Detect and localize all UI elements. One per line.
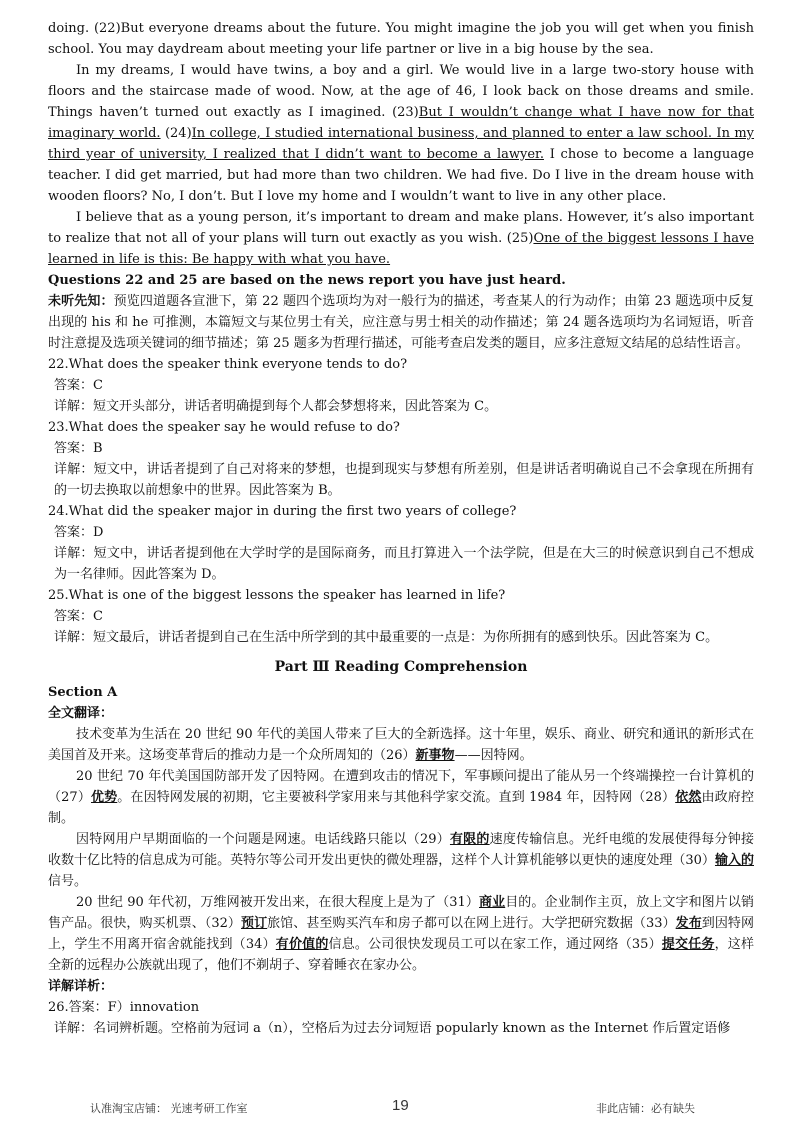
- translation-text: 因特网用户早期面临的一个问题是网速。电话线路只能以（29）: [76, 832, 450, 847]
- translation-text: 速度传输信息。光纤电缆的发展使得每分钟接收数十亿比特的信息成为可能。英特尔等公司开发出更快的微处理器，这样个人计算机能够以更快的速度处理（30）: [48, 832, 754, 868]
- question-26-answer: 26.答案：F）innovation: [48, 1000, 200, 1015]
- keyword-32: 预订: [241, 916, 268, 931]
- translation-text: 技术变革为生活在 20 世纪 90 年代的美国人带来了巨大的全新选择。这十年里，娱乐、商业、研究和通讯的新形式在美国首及开来。这场变革背后的推动力是一个众所周知的（26）: [48, 727, 754, 763]
- preview-text: 预览四道题各宣泄下，第 22 题四个选项均为对一般行为的描述，考查某人的行为动作；由第 23 题选项中反复出现的 his 和 he 可推测，本篇短文与某位男士有关，应注意与男士相关的动作描述；第 24 题各选项均为名词短语，听音时注意提及选项关键词的细节描述；第 25 题多为哲理行描述，可能考查启发类的题目，应多注意短文结尾的总结性语言。: [48, 294, 754, 351]
- explanation-line: 详解：短文最后，讲话者提到自己在生活中所学到的其中最重要的一点是：为你所拥有的感到快乐。因此答案为 C。: [54, 630, 719, 645]
- passage-text: I believe that as a young person, it’s important to dream and make plans. However, it’s also important to realize that not all of your plans will turn out exactly as you wish. (25): [48, 210, 754, 246]
- footer-warning: 非此店铺：必有缺失: [596, 1102, 695, 1115]
- question-block-22: [48, 354, 754, 417]
- explanation-line: 详解：短文开头部分，讲话者明确提到每个人都会梦想将来，因此答案为 C。: [54, 399, 498, 414]
- section-title: Section A: [48, 685, 118, 700]
- translation-paragraph-4: [48, 892, 754, 976]
- translation-text: 信号。: [48, 874, 88, 889]
- keyword-34: 有价值的: [275, 937, 329, 952]
- question-text: 25.What is one of the biggest lessons the speaker has learned in life?: [48, 588, 506, 603]
- answer-line: 答案：B: [54, 441, 103, 456]
- translation-text: 到因特网上，学生不用离开宿舍就能找到（34）: [48, 916, 754, 952]
- translation-paragraph-3: [48, 829, 754, 892]
- question-block-23: [48, 417, 754, 501]
- passage-text: I chose to become a language teacher. I did get married, but had more than two children. We had five. Do I live in the dream house with wooden floors? No, I don’t. But I love my home and I wouldn’t want to live in any other place.: [48, 147, 754, 204]
- document-page: [48, 18, 754, 1039]
- answer-sentence-23: But I wouldn’t change what I have now for that imaginary world.: [48, 105, 754, 141]
- question-26-explanation: 详解：名词辨析题。空格前为冠词 a（n），空格后为过去分词短语 popularly known as the Internet 作后置定语修: [54, 1021, 731, 1036]
- keyword-30: 输入的: [714, 853, 754, 868]
- keyword-27: 优势: [90, 790, 118, 805]
- translation-text: 。在因特网发展的初期，它主要被科学家用来与其他科学家交流。直到 1984 年，因特网（28）: [117, 790, 676, 805]
- translation-text: ——因特网。: [454, 748, 533, 763]
- passage-paragraph-3: [48, 207, 754, 270]
- preview-paragraph: [48, 291, 754, 354]
- explanation-line: 详解：短文中，讲话者提到他在大学时学的是国际商务，而且打算进入一个法学院，但是在大三的时候意识到自己不想成为一名律师。因此答案为 D。: [54, 546, 754, 582]
- passage-text: (24): [160, 126, 192, 141]
- translation-text: ，这样全新的远程办公族就出现了，他们不剃胡子、穿着睡衣在家办公。: [48, 937, 754, 973]
- translation-text: 由政府控制。: [48, 790, 754, 826]
- translation-text: 信息。公司很快发现员工可以在家工作，通过网络（35）: [328, 937, 662, 952]
- translation-paragraph-1: [48, 724, 754, 766]
- translation-text: 目的。企业制作主页，放上文字和图片以销售产品。很快，购买机票、（32）: [48, 895, 754, 931]
- keyword-33: 发布: [675, 916, 702, 931]
- question-text: 22.What does the speaker think everyone tends to do?: [48, 357, 408, 372]
- analysis-label: 详解详析：: [48, 979, 114, 994]
- translation-text: 20 世纪 90 年代初，万维网被开发出来，在很大程度上是为了（31）: [76, 895, 479, 910]
- part-title: Part Ⅲ Reading Comprehension: [274, 659, 528, 675]
- passage-paragraph-1: doing. (22)But everyone dreams about the future. You might imagine the job you will get when you finish school. You may daydream about meeting your life partner or live in a big house by the sea.: [48, 21, 754, 57]
- answer-line: 答案：C: [54, 378, 103, 393]
- keyword-28: 依然: [675, 790, 702, 805]
- keyword-35: 提交任务: [661, 937, 715, 952]
- translation-paragraph-2: [48, 766, 754, 829]
- footer-shop-note: 认准淘宝店铺： 光速考研工作室: [90, 1102, 248, 1115]
- passage-paragraph-2: [48, 60, 754, 207]
- preview-label: 未听先知：: [48, 294, 114, 309]
- answer-sentence-24: In college, I studied international business, and planned to enter a law school. In my third year of university, I realized that I didn’t want to become a lawyer.: [48, 126, 755, 162]
- answer-line: 答案：C: [54, 609, 103, 624]
- question-block-25: [48, 585, 754, 648]
- questions-header: Questions 22 and 25 are based on the news report you have just heard.: [48, 273, 566, 288]
- passage-text: In my dreams, I would have twins, a boy and a girl. We would live in a large two-story house with floors and the staircase made of wood. Now, at the age of 46, I look back on those dreams and smile. Things haven’t turned out exactly as I imagined. (23): [48, 63, 754, 120]
- question-text: 24.What did the speaker major in during the first two years of college?: [48, 504, 517, 519]
- answer-sentence-25: One of the biggest lessons I have learned in life is this: Be happy with what you have.: [48, 231, 754, 267]
- translation-text: 20 世纪 70 年代美国国防部开发了因特网。在遭到攻击的情况下，军事顾问提出了能从另一个终端操控一台计算机的（27）: [48, 769, 754, 805]
- keyword-31: 商业: [479, 895, 506, 910]
- translation-text: 旅馆、甚至购买汽车和房子都可以在网上进行。大学把研究数据（33）: [267, 916, 676, 931]
- translation-label: 全文翻译：: [48, 706, 114, 721]
- question-text: 23.What does the speaker say he would refuse to do?: [48, 420, 400, 435]
- explanation-line: 详解：短文中，讲话者提到了自己对将来的梦想，也提到现实与梦想有所差别，但是讲话者明确说自己不会拿现在所拥有的一切去换取以前想象中的世界。因此答案为 B。: [54, 462, 754, 498]
- keyword-26: 新事物: [415, 748, 455, 763]
- answer-line: 答案：D: [54, 525, 104, 540]
- question-block-24: [48, 501, 754, 585]
- keyword-29: 有限的: [449, 832, 490, 847]
- page-number: 19: [392, 1097, 409, 1114]
